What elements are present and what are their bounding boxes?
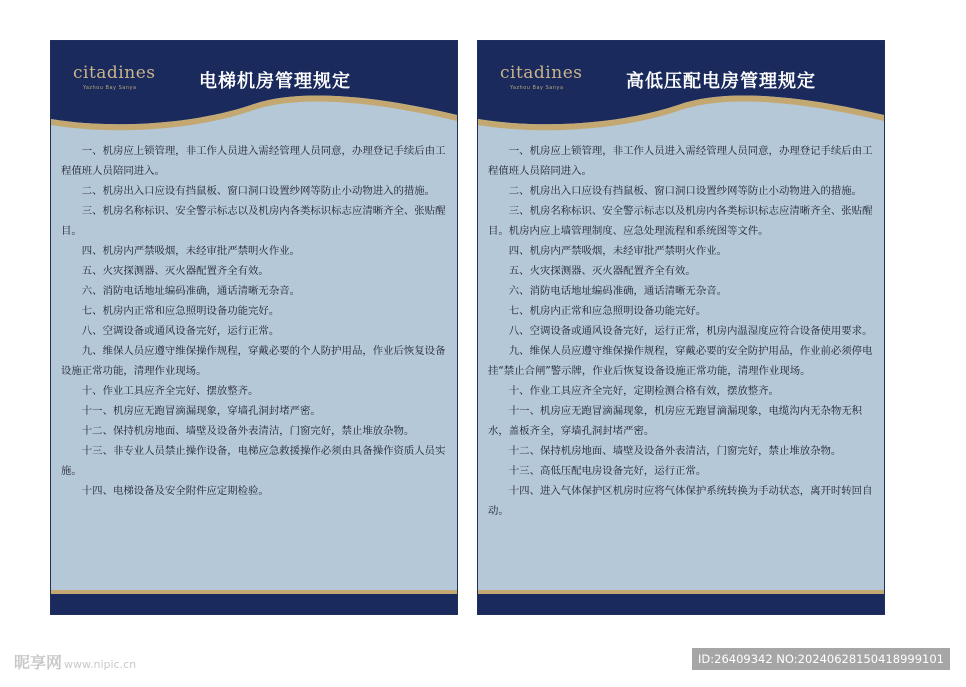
rule-item: 十三、非专业人员禁止操作设备，电梯应急救援操作必须由具备操作资质人员实施。	[61, 445, 446, 477]
brand-subtitle: Yazhou Bay Sanya	[83, 85, 137, 91]
rule-item: 九、维保人员应遵守维保操作规程，穿戴必要的个人防护用品，作业后恢复设备设施正常功能，清理作业现场。	[61, 345, 446, 377]
rule-item: 五、火灾探测器、灭火器配置齐全有效。	[508, 265, 696, 277]
rule-item: 六、消防电话地址编码准确，通话清晰无杂音。	[508, 285, 727, 297]
brand-subtitle: Yazhou Bay Sanya	[510, 85, 564, 91]
rule-item: 十三、高低压配电房设备完好，运行正常。	[508, 465, 707, 477]
rule-item: 七、机房内正常和应急照明设备功能完好。	[508, 305, 707, 317]
rule-item: 三、机房名称标识、安全警示标志以及机房内各类标识标志应清晰齐全、张贴醒目。机房内应上墙管理制度、应急处理流程和系统图等文件。	[488, 205, 873, 237]
rules-list	[61, 141, 447, 501]
watermark-id-badge: ID:26409342 NO:20240628150418999101	[692, 648, 950, 670]
watermark-logo	[14, 650, 136, 673]
rule-item: 十、作业工具应齐全完好、摆放整齐。	[81, 385, 259, 397]
rule-item: 一、机房应上锁管理，非工作人员进入需经管理人员同意，办理登记手续后由工程值班人员陪同进入。	[488, 145, 873, 177]
poster-header	[51, 41, 457, 137]
rule-item: 四、机房内严禁吸烟，未经审批严禁明火作业。	[508, 245, 727, 257]
footer-navy-band	[51, 594, 457, 614]
rule-item: 十一、机房应无跑冒滴漏现象，机房应无跑冒滴漏现象，电缆沟内无杂物无积水，盖板齐全，穿墙孔洞封堵严密。	[488, 405, 863, 437]
rule-item: 十二、保持机房地面、墙壁及设备外表清洁，门窗完好，禁止堆放杂物。	[508, 445, 842, 457]
poster-elevator-room	[51, 41, 457, 614]
brand-logo-text: citadines	[73, 63, 156, 83]
rule-item: 十、作业工具应齐全完好，定期检测合格有效，摆放整齐。	[508, 385, 779, 397]
rule-item: 十四、电梯设备及安全附件应定期检验。	[81, 485, 269, 497]
rule-item: 四、机房内严禁吸烟，未经审批严禁明火作业。	[81, 245, 300, 257]
watermark-logo-text: 昵享网	[14, 653, 63, 672]
rule-item: 三、机房名称标识、安全警示标志以及机房内各类标识标志应清晰齐全、张贴醒目。	[61, 205, 446, 237]
poster-header	[478, 41, 884, 137]
brand-logo-text: citadines	[500, 63, 583, 83]
rule-item: 七、机房内正常和应急照明设备功能完好。	[81, 305, 280, 317]
poster-power-room	[478, 41, 884, 614]
poster-title: 电梯机房管理规定	[199, 71, 351, 92]
rule-item: 二、机房出入口应设有挡鼠板、窗口洞口设置纱网等防止小动物进入的措施。	[81, 185, 436, 197]
rules-list	[488, 141, 874, 521]
rule-item: 十二、保持机房地面、墙壁及设备外表清洁，门窗完好，禁止堆放杂物。	[81, 425, 415, 437]
rule-item: 五、火灾探测器、灭火器配置齐全有效。	[81, 265, 269, 277]
rule-item: 十一、机房应无跑冒滴漏现象，穿墙孔洞封堵严密。	[81, 405, 321, 417]
rule-item: 九、维保人员应遵守维保操作规程，穿戴必要的安全防护用品，作业前必须停电挂“禁止合闸”警示牌，作业后恢复设备设施正常功能，清理作业现场。	[488, 345, 873, 377]
poster-title: 高低压配电房管理规定	[626, 71, 816, 92]
rule-item: 二、机房出入口应设有挡鼠板、窗口洞口设置纱网等防止小动物进入的措施。	[508, 185, 863, 197]
rule-item: 八、空调设备或通风设备完好，运行正常，机房内温湿度应符合设备使用要求。	[508, 325, 873, 337]
rule-item: 一、机房应上锁管理，非工作人员进入需经管理人员同意，办理登记手续后由工程值班人员陪同进入。	[61, 145, 446, 177]
rule-item: 六、消防电话地址编码准确，通话清晰无杂音。	[81, 285, 300, 297]
rule-item: 十四、进入气体保护区机房时应将气体保护系统转换为手动状态，离开时转回自动。	[488, 485, 873, 517]
rule-item: 八、空调设备或通风设备完好，运行正常。	[81, 325, 280, 337]
footer-navy-band	[478, 594, 884, 614]
watermark-url: www.nipic.cn	[64, 658, 137, 671]
